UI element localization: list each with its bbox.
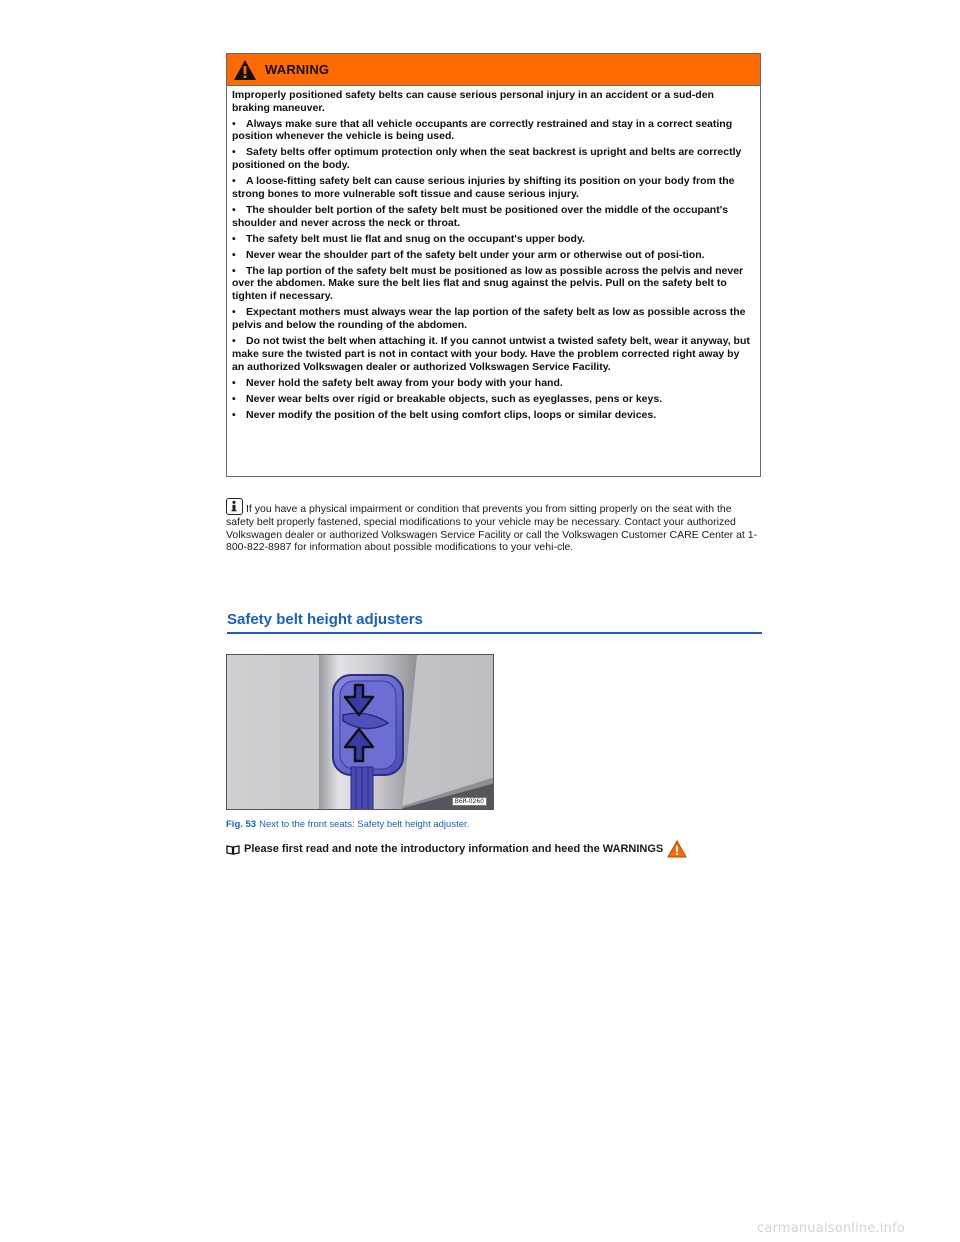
- warning-intro: Improperly positioned safety belts can cause serious personal injury in an accident or a sud-den braking maneuver.: [232, 89, 714, 114]
- warning-bullet: [232, 249, 752, 262]
- warning-bullet-text: Safety belts offer optimum protection only when the seat backrest is upright and belts are correctly positioned on the body.: [232, 146, 742, 172]
- warning-title: WARNING: [265, 62, 330, 77]
- warning-body: [227, 86, 760, 421]
- watermark: carmanualsonline.info: [757, 1221, 906, 1236]
- warning-bullet-text: The lap portion of the safety belt must be positioned as low as possible across the pelvis and never over the abdomen. Make sure the belt lies flat and snug against the pelvis. Pull on the safety belt to tighten if necessary.: [232, 264, 744, 303]
- warning-bullet-text: Never hold the safety belt away from your body with your hand.: [246, 376, 563, 389]
- warning-bullet: [232, 204, 752, 230]
- warning-bullet-text: Do not twist the belt when attaching it. If you cannot untwist a twisted safety belt, wear it anyway, but make sure the twisted part is not in contact with your body. Have the problem corrected right away by an authorized Volkswagen dealer or authorized Volkswagen Service Facility.: [232, 335, 750, 373]
- warning-bullet: [232, 335, 752, 373]
- section-heading: Safety belt height adjusters: [227, 611, 762, 634]
- warning-bullet-text: Never wear belts over rigid or breakable objects, such as eyeglasses, pens or keys.: [246, 392, 663, 405]
- figure-image: [226, 654, 494, 810]
- warning-bullet: [232, 146, 752, 172]
- warning-bullet-text: Always make sure that all vehicle occupants are correctly restrained and stay in a correct seating position whenever the vehicle is being used.: [232, 117, 733, 143]
- warning-header: [227, 54, 760, 86]
- bullet-dot: •: [232, 117, 236, 130]
- warning-bullet-text: The shoulder belt portion of the safety belt must be positioned over the middle of the occupant's shoulder and never across the neck or throat.: [232, 203, 729, 229]
- info-note: [226, 498, 762, 554]
- bullet-dot: •: [232, 376, 236, 389]
- warning-bullet-list: [232, 118, 752, 422]
- warning-bullet-text: Never wear the shoulder part of the safety belt under your arm or otherwise out of posi-tion.: [246, 248, 705, 261]
- bullet-dot: •: [232, 306, 236, 319]
- belt-adjuster-illustration: [227, 655, 494, 810]
- warning-bullet: [232, 233, 752, 246]
- bullet-dot: •: [232, 335, 236, 348]
- warning-bullet-text: A loose-fitting safety belt can cause serious injuries by shifting its position on your body from the strong bones to more vulnerable soft tissue and cause serious injury.: [232, 175, 735, 200]
- intro-reference-note: [226, 840, 687, 858]
- warning-bullet-text: Never modify the position of the belt using comfort clips, loops or similar devices.: [246, 408, 657, 421]
- warning-box: [226, 53, 761, 477]
- warning-bullet-text: Expectant mothers must always wear the lap portion of the safety belt as low as possible across the pelvis and below the rounding of the abdomen.: [232, 306, 746, 332]
- warning-bullet: [232, 306, 752, 332]
- intro-reference-text: Please first read and note the introductory information and heed the WARNINGS: [244, 843, 664, 855]
- warning-bullet: [232, 265, 752, 303]
- warning-bullet-text: The safety belt must lie flat and snug on the occupant's upper body.: [246, 232, 585, 245]
- warning-bullet: [232, 377, 752, 390]
- figure-caption-text: Next to the front seats: Safety belt height adjuster.: [259, 819, 470, 830]
- bullet-dot: •: [232, 146, 236, 159]
- warning-bullet: [232, 175, 752, 201]
- bullet-dot: •: [232, 232, 236, 245]
- bullet-dot: •: [232, 392, 236, 405]
- warning-triangle-icon: [233, 59, 257, 81]
- warning-bullet: [232, 118, 752, 144]
- bullet-dot: •: [232, 248, 236, 261]
- bullet-dot: •: [232, 264, 236, 277]
- figure-code: B6R-0260: [452, 797, 487, 806]
- info-note-text: If you have a physical impairment or condition that prevents you from sitting properly on the seat with the safety belt properly fastened, special modifications to your vehicle may be necessary. Contact your authorized Volkswagen dealer or authorized Volkswagen Service Facility or call the Volkswagen Customer CARE Center at 1-800-822-8987 for information about possible modifications to your vehi-cle.: [226, 503, 758, 554]
- bullet-dot: •: [232, 203, 236, 216]
- warning-bullet: [232, 393, 752, 406]
- bullet-dot: •: [232, 175, 236, 188]
- warning-bullet: [232, 409, 752, 422]
- figure-label: Fig. 53: [226, 819, 257, 830]
- bullet-dot: •: [232, 408, 236, 421]
- book-icon: [226, 844, 240, 855]
- warning-triangle-icon[interactable]: [667, 840, 687, 858]
- figure-caption: [226, 819, 469, 830]
- info-icon: [226, 498, 243, 515]
